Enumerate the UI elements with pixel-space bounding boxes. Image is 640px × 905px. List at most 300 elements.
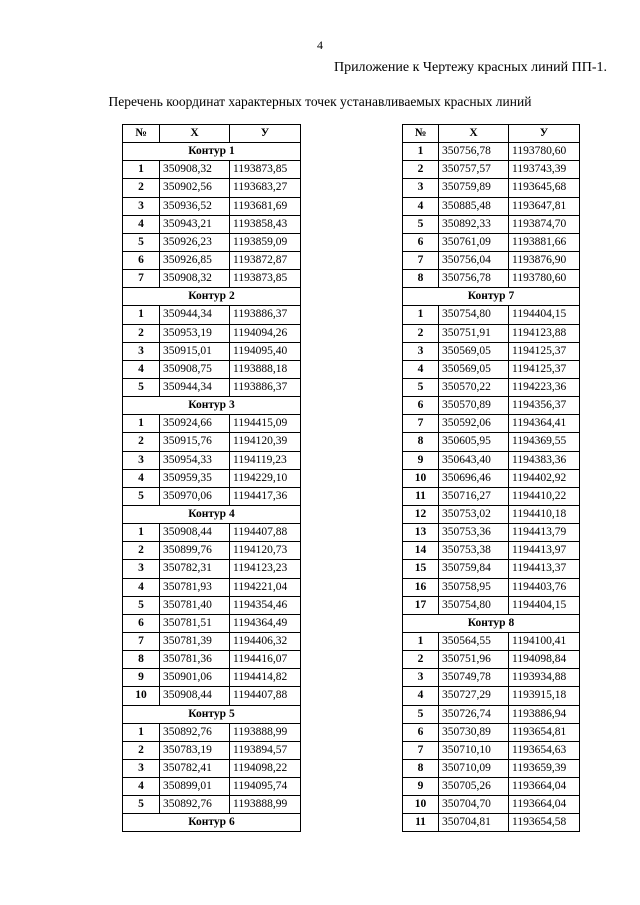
contour-header-row xyxy=(403,614,580,632)
point-number: 4 xyxy=(123,469,160,487)
table-row xyxy=(403,705,580,723)
point-number: 12 xyxy=(403,505,439,523)
y-coordinate: 1194123,23 xyxy=(230,560,301,578)
point-number: 2 xyxy=(403,324,439,342)
x-coordinate: 350704,70 xyxy=(439,796,509,814)
y-coordinate: 1194413,79 xyxy=(509,524,580,542)
point-number: 10 xyxy=(403,469,439,487)
y-coordinate: 1194223,36 xyxy=(509,378,580,396)
x-coordinate: 350901,06 xyxy=(160,669,230,687)
x-coordinate: 350710,09 xyxy=(439,759,509,777)
x-coordinate: 350892,33 xyxy=(439,215,509,233)
table-row xyxy=(403,360,580,378)
table-row xyxy=(403,179,580,197)
x-coordinate: 350908,44 xyxy=(160,524,230,542)
x-coordinate: 350730,89 xyxy=(439,723,509,741)
x-coordinate: 350716,27 xyxy=(439,487,509,505)
table-row xyxy=(123,161,301,179)
y-coordinate: 1193681,69 xyxy=(230,197,301,215)
table-row xyxy=(403,560,580,578)
y-coordinate: 1194094,26 xyxy=(230,324,301,342)
point-number: 7 xyxy=(403,415,439,433)
table-row xyxy=(123,614,301,632)
table-row xyxy=(403,215,580,233)
appendix-title: Приложение к Чертежу красных линий ПП-1. xyxy=(333,60,607,75)
point-number: 8 xyxy=(403,759,439,777)
point-number: 7 xyxy=(123,632,160,650)
table-row xyxy=(123,451,301,469)
point-number: 8 xyxy=(403,433,439,451)
table-row xyxy=(123,596,301,614)
table-row xyxy=(403,632,580,650)
x-coordinate: 350959,35 xyxy=(160,469,230,487)
point-number: 4 xyxy=(403,687,439,705)
point-number: 16 xyxy=(403,578,439,596)
table-row xyxy=(123,360,301,378)
table-row xyxy=(403,342,580,360)
contour-label: Контур 8 xyxy=(403,614,580,632)
table-row xyxy=(403,324,580,342)
table-row xyxy=(403,197,580,215)
point-number: 11 xyxy=(403,487,439,505)
y-coordinate: 1193659,39 xyxy=(509,759,580,777)
y-coordinate: 1193886,37 xyxy=(230,378,301,396)
page-number: 4 xyxy=(317,38,323,52)
point-number: 9 xyxy=(403,451,439,469)
y-coordinate: 1194123,88 xyxy=(509,324,580,342)
point-number: 2 xyxy=(123,741,160,759)
header-x: X xyxy=(160,125,230,143)
point-number: 8 xyxy=(123,651,160,669)
y-coordinate: 1193876,90 xyxy=(509,251,580,269)
point-number: 5 xyxy=(123,487,160,505)
point-number: 4 xyxy=(123,360,160,378)
y-coordinate: 1193683,27 xyxy=(230,179,301,197)
table-row xyxy=(123,796,301,814)
table-row xyxy=(123,233,301,251)
y-coordinate: 1193888,99 xyxy=(230,723,301,741)
point-number: 11 xyxy=(403,814,439,832)
x-coordinate: 350754,80 xyxy=(439,306,509,324)
y-coordinate: 1194095,74 xyxy=(230,778,301,796)
point-number: 3 xyxy=(123,451,160,469)
x-coordinate: 350570,89 xyxy=(439,397,509,415)
x-coordinate: 350756,04 xyxy=(439,251,509,269)
x-coordinate: 350943,21 xyxy=(160,215,230,233)
point-number: 2 xyxy=(123,542,160,560)
x-coordinate: 350899,76 xyxy=(160,542,230,560)
point-number: 1 xyxy=(123,306,160,324)
table-row xyxy=(403,397,580,415)
y-coordinate: 1193873,85 xyxy=(230,270,301,288)
table-row xyxy=(403,687,580,705)
x-coordinate: 350926,23 xyxy=(160,233,230,251)
table-header-row xyxy=(123,125,301,143)
x-coordinate: 350751,96 xyxy=(439,651,509,669)
x-coordinate: 350761,09 xyxy=(439,233,509,251)
contour-header-row xyxy=(123,705,301,723)
x-coordinate: 350908,32 xyxy=(160,270,230,288)
contour-header-row xyxy=(123,397,301,415)
y-coordinate: 1193872,87 xyxy=(230,251,301,269)
y-coordinate: 1193654,63 xyxy=(509,741,580,759)
point-number: 6 xyxy=(403,723,439,741)
x-coordinate: 350781,51 xyxy=(160,614,230,632)
table-row xyxy=(123,632,301,650)
x-coordinate: 350782,41 xyxy=(160,759,230,777)
y-coordinate: 1194119,23 xyxy=(230,451,301,469)
point-number: 1 xyxy=(123,415,160,433)
y-coordinate: 1193858,43 xyxy=(230,215,301,233)
y-coordinate: 1194410,22 xyxy=(509,487,580,505)
point-number: 6 xyxy=(123,251,160,269)
point-number: 3 xyxy=(123,560,160,578)
point-number: 2 xyxy=(403,651,439,669)
point-number: 1 xyxy=(123,524,160,542)
y-coordinate: 1194221,04 xyxy=(230,578,301,596)
table-row xyxy=(403,723,580,741)
point-number: 13 xyxy=(403,524,439,542)
point-number: 9 xyxy=(123,669,160,687)
y-coordinate: 1194404,15 xyxy=(509,596,580,614)
y-coordinate: 1193664,04 xyxy=(509,796,580,814)
y-coordinate: 1193654,58 xyxy=(509,814,580,832)
x-coordinate: 350605,95 xyxy=(439,433,509,451)
point-number: 6 xyxy=(123,614,160,632)
y-coordinate: 1193915,18 xyxy=(509,687,580,705)
point-number: 5 xyxy=(403,705,439,723)
x-coordinate: 350753,36 xyxy=(439,524,509,542)
point-number: 3 xyxy=(123,197,160,215)
table-row xyxy=(123,469,301,487)
point-number: 3 xyxy=(403,669,439,687)
y-coordinate: 1194356,37 xyxy=(509,397,580,415)
y-coordinate: 1194413,37 xyxy=(509,560,580,578)
list-title: Перечень координат характерных точек устанавливаемых красных линий xyxy=(108,94,532,109)
header-y: У xyxy=(509,125,580,143)
y-coordinate: 1194364,49 xyxy=(230,614,301,632)
y-coordinate: 1193888,99 xyxy=(230,796,301,814)
point-number: 2 xyxy=(123,433,160,451)
x-coordinate: 350696,46 xyxy=(439,469,509,487)
y-coordinate: 1194120,73 xyxy=(230,542,301,560)
table-row xyxy=(123,759,301,777)
y-coordinate: 1194095,40 xyxy=(230,342,301,360)
point-number: 5 xyxy=(403,215,439,233)
y-coordinate: 1194404,15 xyxy=(509,306,580,324)
table-row xyxy=(123,578,301,596)
point-number: 1 xyxy=(123,161,160,179)
y-coordinate: 1194410,18 xyxy=(509,505,580,523)
point-number: 6 xyxy=(403,397,439,415)
point-number: 4 xyxy=(403,197,439,215)
header-x: X xyxy=(439,125,509,143)
point-number: 1 xyxy=(403,306,439,324)
y-coordinate: 1193934,88 xyxy=(509,669,580,687)
table-row xyxy=(403,759,580,777)
x-coordinate: 350751,91 xyxy=(439,324,509,342)
y-coordinate: 1193873,85 xyxy=(230,161,301,179)
point-number: 15 xyxy=(403,560,439,578)
point-number: 3 xyxy=(403,342,439,360)
coordinates-table-left xyxy=(122,124,301,832)
table-row xyxy=(123,487,301,505)
x-coordinate: 350781,36 xyxy=(160,651,230,669)
point-number: 1 xyxy=(123,723,160,741)
table-row xyxy=(403,433,580,451)
table-row xyxy=(123,215,301,233)
table-row xyxy=(123,415,301,433)
point-number: 3 xyxy=(123,342,160,360)
table-row xyxy=(403,143,580,161)
table-row xyxy=(403,778,580,796)
point-number: 5 xyxy=(403,378,439,396)
point-number: 2 xyxy=(123,179,160,197)
point-number: 1 xyxy=(403,143,439,161)
y-coordinate: 1194364,41 xyxy=(509,415,580,433)
x-coordinate: 350749,78 xyxy=(439,669,509,687)
x-coordinate: 350726,74 xyxy=(439,705,509,723)
table-row xyxy=(403,524,580,542)
table-row xyxy=(403,542,580,560)
x-coordinate: 350569,05 xyxy=(439,360,509,378)
point-number: 5 xyxy=(123,378,160,396)
x-coordinate: 350892,76 xyxy=(160,723,230,741)
table-row xyxy=(123,324,301,342)
table-row xyxy=(403,415,580,433)
y-coordinate: 1194413,97 xyxy=(509,542,580,560)
x-coordinate: 350727,29 xyxy=(439,687,509,705)
x-coordinate: 350899,01 xyxy=(160,778,230,796)
x-coordinate: 350754,80 xyxy=(439,596,509,614)
table-row xyxy=(403,451,580,469)
x-coordinate: 350757,57 xyxy=(439,161,509,179)
point-number: 5 xyxy=(123,596,160,614)
x-coordinate: 350710,10 xyxy=(439,741,509,759)
y-coordinate: 1193881,66 xyxy=(509,233,580,251)
x-coordinate: 350783,19 xyxy=(160,741,230,759)
table-row xyxy=(403,251,580,269)
x-coordinate: 350970,06 xyxy=(160,487,230,505)
y-coordinate: 1194414,82 xyxy=(230,669,301,687)
contour-header-row xyxy=(123,814,301,832)
y-coordinate: 1194098,84 xyxy=(509,651,580,669)
x-coordinate: 350936,52 xyxy=(160,197,230,215)
table-row xyxy=(123,723,301,741)
y-coordinate: 1194125,37 xyxy=(509,360,580,378)
contour-header-row xyxy=(123,505,301,523)
y-coordinate: 1193888,18 xyxy=(230,360,301,378)
y-coordinate: 1193886,37 xyxy=(230,306,301,324)
point-number: 4 xyxy=(123,215,160,233)
y-coordinate: 1193859,09 xyxy=(230,233,301,251)
header-num: № xyxy=(403,125,439,143)
table-row xyxy=(123,306,301,324)
x-coordinate: 350953,19 xyxy=(160,324,230,342)
x-coordinate: 350902,56 xyxy=(160,179,230,197)
x-coordinate: 350758,95 xyxy=(439,578,509,596)
contour-label: Контур 1 xyxy=(123,143,301,161)
table-row xyxy=(403,505,580,523)
table-row xyxy=(403,741,580,759)
y-coordinate: 1193664,04 xyxy=(509,778,580,796)
point-number: 3 xyxy=(403,179,439,197)
y-coordinate: 1194417,36 xyxy=(230,487,301,505)
y-coordinate: 1194229,10 xyxy=(230,469,301,487)
table-row xyxy=(403,669,580,687)
y-coordinate: 1194407,88 xyxy=(230,687,301,705)
table-row xyxy=(403,161,580,179)
point-number: 2 xyxy=(403,161,439,179)
contour-header-row xyxy=(123,288,301,306)
x-coordinate: 350892,76 xyxy=(160,796,230,814)
x-coordinate: 350915,76 xyxy=(160,433,230,451)
y-coordinate: 1193874,70 xyxy=(509,215,580,233)
x-coordinate: 350908,32 xyxy=(160,161,230,179)
y-coordinate: 1193894,57 xyxy=(230,741,301,759)
x-coordinate: 350885,48 xyxy=(439,197,509,215)
coordinates-table-right xyxy=(402,124,580,832)
point-number: 9 xyxy=(403,778,439,796)
x-coordinate: 350570,22 xyxy=(439,378,509,396)
table-row xyxy=(123,687,301,705)
y-coordinate: 1194098,22 xyxy=(230,759,301,777)
x-coordinate: 350756,78 xyxy=(439,143,509,161)
x-coordinate: 350569,05 xyxy=(439,342,509,360)
point-number: 7 xyxy=(403,741,439,759)
table-row xyxy=(403,814,580,832)
contour-label: Контур 6 xyxy=(123,814,301,832)
point-number: 4 xyxy=(123,578,160,596)
table-row xyxy=(123,433,301,451)
table-row xyxy=(123,741,301,759)
y-coordinate: 1194100,41 xyxy=(509,632,580,650)
point-number: 2 xyxy=(123,324,160,342)
point-number: 10 xyxy=(123,687,160,705)
point-number: 3 xyxy=(123,759,160,777)
x-coordinate: 350944,34 xyxy=(160,378,230,396)
contour-header-row xyxy=(403,288,580,306)
point-number: 7 xyxy=(403,251,439,269)
table-row xyxy=(403,233,580,251)
point-number: 14 xyxy=(403,542,439,560)
x-coordinate: 350944,34 xyxy=(160,306,230,324)
contour-label: Контур 2 xyxy=(123,288,301,306)
table-row xyxy=(123,251,301,269)
table-row xyxy=(123,669,301,687)
x-coordinate: 350643,40 xyxy=(439,451,509,469)
table-row xyxy=(123,270,301,288)
contour-label: Контур 7 xyxy=(403,288,580,306)
x-coordinate: 350781,39 xyxy=(160,632,230,650)
y-coordinate: 1193654,81 xyxy=(509,723,580,741)
table-row xyxy=(123,542,301,560)
y-coordinate: 1194407,88 xyxy=(230,524,301,542)
table-row xyxy=(123,778,301,796)
y-coordinate: 1194383,36 xyxy=(509,451,580,469)
x-coordinate: 350908,44 xyxy=(160,687,230,705)
table-row xyxy=(123,560,301,578)
table-row xyxy=(403,378,580,396)
table-row xyxy=(403,578,580,596)
contour-header-row xyxy=(123,143,301,161)
x-coordinate: 350781,40 xyxy=(160,596,230,614)
x-coordinate: 350753,38 xyxy=(439,542,509,560)
point-number: 7 xyxy=(123,270,160,288)
x-coordinate: 350954,33 xyxy=(160,451,230,469)
point-number: 1 xyxy=(403,632,439,650)
y-coordinate: 1194415,09 xyxy=(230,415,301,433)
table-header-row xyxy=(403,125,580,143)
y-coordinate: 1193743,39 xyxy=(509,161,580,179)
point-number: 4 xyxy=(123,778,160,796)
point-number: 5 xyxy=(123,796,160,814)
x-coordinate: 350564,55 xyxy=(439,632,509,650)
x-coordinate: 350704,81 xyxy=(439,814,509,832)
x-coordinate: 350915,01 xyxy=(160,342,230,360)
table-row xyxy=(123,524,301,542)
y-coordinate: 1193780,60 xyxy=(509,270,580,288)
y-coordinate: 1193886,94 xyxy=(509,705,580,723)
table-row xyxy=(403,796,580,814)
x-coordinate: 350756,78 xyxy=(439,270,509,288)
point-number: 5 xyxy=(123,233,160,251)
header-y: У xyxy=(230,125,301,143)
y-coordinate: 1194125,37 xyxy=(509,342,580,360)
point-number: 8 xyxy=(403,270,439,288)
contour-label: Контур 3 xyxy=(123,397,301,415)
x-coordinate: 350924,66 xyxy=(160,415,230,433)
table-row xyxy=(123,378,301,396)
table-row xyxy=(403,469,580,487)
table-row xyxy=(123,342,301,360)
x-coordinate: 350705,26 xyxy=(439,778,509,796)
y-coordinate: 1194369,55 xyxy=(509,433,580,451)
point-number: 6 xyxy=(403,233,439,251)
y-coordinate: 1194354,46 xyxy=(230,596,301,614)
y-coordinate: 1193645,68 xyxy=(509,179,580,197)
x-coordinate: 350926,85 xyxy=(160,251,230,269)
table-row xyxy=(403,651,580,669)
y-coordinate: 1193780,60 xyxy=(509,143,580,161)
y-coordinate: 1194416,07 xyxy=(230,651,301,669)
header-num: № xyxy=(123,125,160,143)
table-row xyxy=(403,596,580,614)
x-coordinate: 350592,06 xyxy=(439,415,509,433)
contour-label: Контур 5 xyxy=(123,705,301,723)
x-coordinate: 350782,31 xyxy=(160,560,230,578)
table-row xyxy=(403,306,580,324)
x-coordinate: 350753,02 xyxy=(439,505,509,523)
x-coordinate: 350759,89 xyxy=(439,179,509,197)
y-coordinate: 1193647,81 xyxy=(509,197,580,215)
table-row xyxy=(123,197,301,215)
x-coordinate: 350781,93 xyxy=(160,578,230,596)
point-number: 4 xyxy=(403,360,439,378)
table-row xyxy=(123,179,301,197)
table-row xyxy=(123,651,301,669)
x-coordinate: 350908,75 xyxy=(160,360,230,378)
y-coordinate: 1194120,39 xyxy=(230,433,301,451)
contour-label: Контур 4 xyxy=(123,505,301,523)
y-coordinate: 1194403,76 xyxy=(509,578,580,596)
x-coordinate: 350759,84 xyxy=(439,560,509,578)
table-row xyxy=(403,270,580,288)
point-number: 17 xyxy=(403,596,439,614)
point-number: 10 xyxy=(403,796,439,814)
table-row xyxy=(403,487,580,505)
y-coordinate: 1194406,32 xyxy=(230,632,301,650)
